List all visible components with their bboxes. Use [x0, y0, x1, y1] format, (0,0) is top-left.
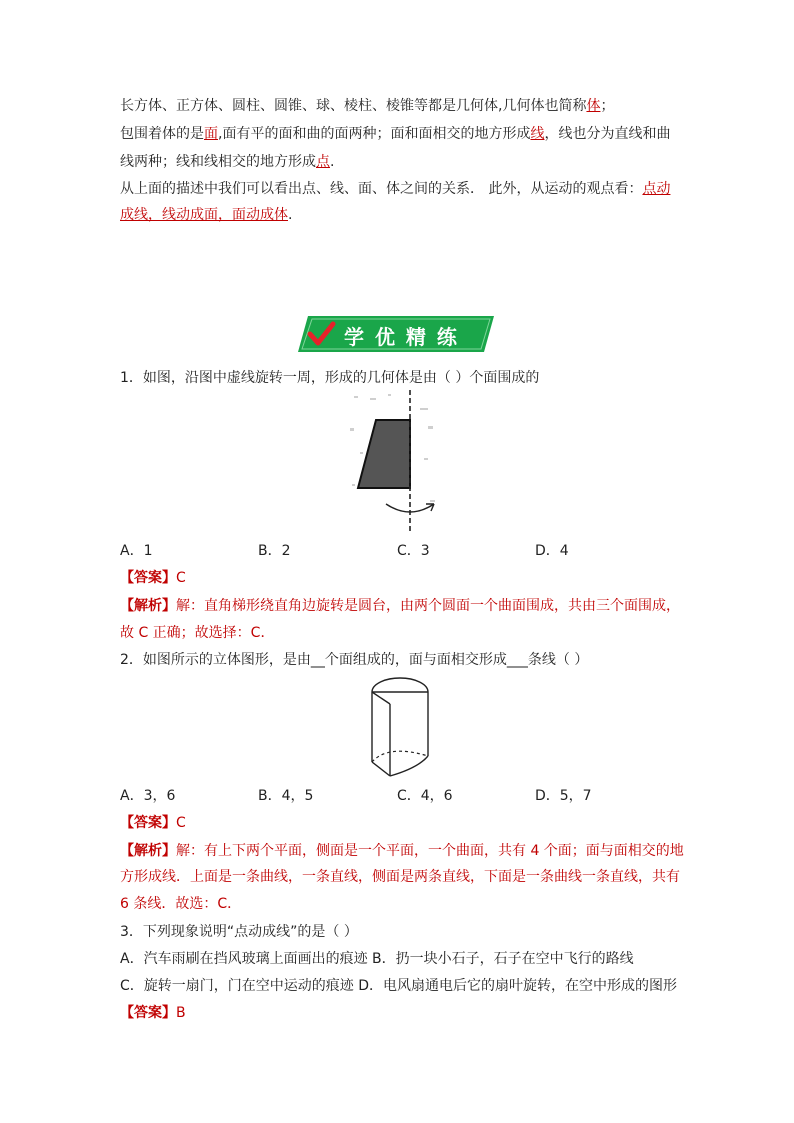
- section-banner: [298, 314, 494, 354]
- intro-text: 包围着体的是: [120, 126, 204, 142]
- q2-half-cylinder-figure: [368, 676, 438, 782]
- intro-text: .: [288, 207, 293, 223]
- checkmark-icon: [306, 319, 336, 349]
- q2-explanation-1: [120, 841, 684, 861]
- q3-options-row-1: A．汽车雨刷在挡风玻璃上面画出的痕迹 B．扔一块小石子，石子在空中飞行的路线: [120, 951, 634, 967]
- intro-text: ；: [600, 98, 615, 114]
- intro-text: ，线也分为直线和曲: [544, 126, 671, 142]
- intro-text: ,面有平的面和曲的面两种；面和面相交的地方形成: [218, 126, 531, 142]
- q2-explanation-3: 6 条线．故选：C．: [120, 896, 242, 912]
- q1-stem: 1．如图，沿图中虚线旋转一周，形成的几何体是由（ ）个面围成的: [120, 370, 540, 386]
- option-c: C．3: [397, 543, 430, 559]
- intro-line-4: [120, 179, 670, 199]
- highlight-term: 点动: [642, 181, 671, 197]
- q2-options: [120, 786, 680, 806]
- explanation-text: 解：有上下两个平面，侧面是一个平面，一个曲面，共有 4 个面；面与面相交的地: [176, 843, 684, 859]
- option-c: C．4，6: [397, 788, 453, 804]
- q2-answer: [120, 813, 186, 833]
- intro-text: .: [330, 154, 335, 170]
- highlight-term: 成线，线动成面，面动成体: [120, 207, 288, 223]
- q2-stem: 2．如图所示的立体图形，是由__个面组成的，面与面相交形成___条线（ ）: [120, 652, 589, 668]
- q1-options: [120, 541, 680, 561]
- intro-text: 从上面的描述中我们可以看出点、线、面、体之间的关系． 此外，从运动的观点看：: [120, 181, 643, 197]
- q3-answer: [120, 1003, 186, 1023]
- highlight-term: 线: [530, 126, 545, 142]
- q1-explanation-1: [120, 596, 680, 616]
- q1-explanation-2: 故 C 正确；故选择：C．: [120, 625, 275, 641]
- answer-value: C: [176, 570, 186, 586]
- option-a: A．1: [120, 543, 153, 559]
- explanation-tag: 【解析】: [120, 598, 176, 614]
- highlight-term: 体: [586, 98, 601, 114]
- answer-value: C: [176, 815, 186, 831]
- intro-line-3: [120, 152, 334, 172]
- banner-title: 学 优 精 练: [344, 325, 459, 349]
- explanation-text: 解：直角梯形绕直角边旋转是圆台，由两个圆面一个曲面围成，共由三个面围成，: [176, 598, 680, 614]
- intro-text: 线两种；线和线相交的地方形成: [120, 154, 316, 170]
- q1-trapezoid-figure: [340, 388, 450, 536]
- answer-tag: 【答案】: [120, 815, 176, 831]
- answer-tag: 【答案】: [120, 570, 176, 586]
- intro-line-2: [120, 124, 670, 144]
- q2-explanation-2: 方形成线．上面是一条曲线，一条直线，侧面是两条直线，下面是一条曲线一条直线，共有: [120, 869, 680, 885]
- intro-text: 长方体、正方体、圆柱、圆锥、球、棱柱、棱锥等都是几何体,几何体也简称: [120, 98, 587, 114]
- option-b: B．2: [258, 543, 291, 559]
- intro-line-5: [120, 205, 292, 225]
- answer-value: B: [176, 1005, 186, 1021]
- q3-stem: 3．下列现象说明“点动成线”的是（ ）: [120, 924, 358, 940]
- q3-options-row-2: C．旋转一扇门，门在空中运动的痕迹 D．电风扇通电后它的扇叶旋转，在空中形成的图形: [120, 978, 678, 994]
- q1-answer: [120, 568, 186, 588]
- option-d: D．4: [535, 543, 569, 559]
- option-a: A．3，6: [120, 788, 176, 804]
- answer-tag: 【答案】: [120, 1005, 176, 1021]
- option-d: D．5，7: [535, 788, 592, 804]
- explanation-tag: 【解析】: [120, 843, 176, 859]
- intro-line-1: [120, 96, 614, 116]
- highlight-term: 面: [204, 126, 218, 142]
- highlight-term: 点: [316, 154, 330, 170]
- option-b: B．4，5: [258, 788, 314, 804]
